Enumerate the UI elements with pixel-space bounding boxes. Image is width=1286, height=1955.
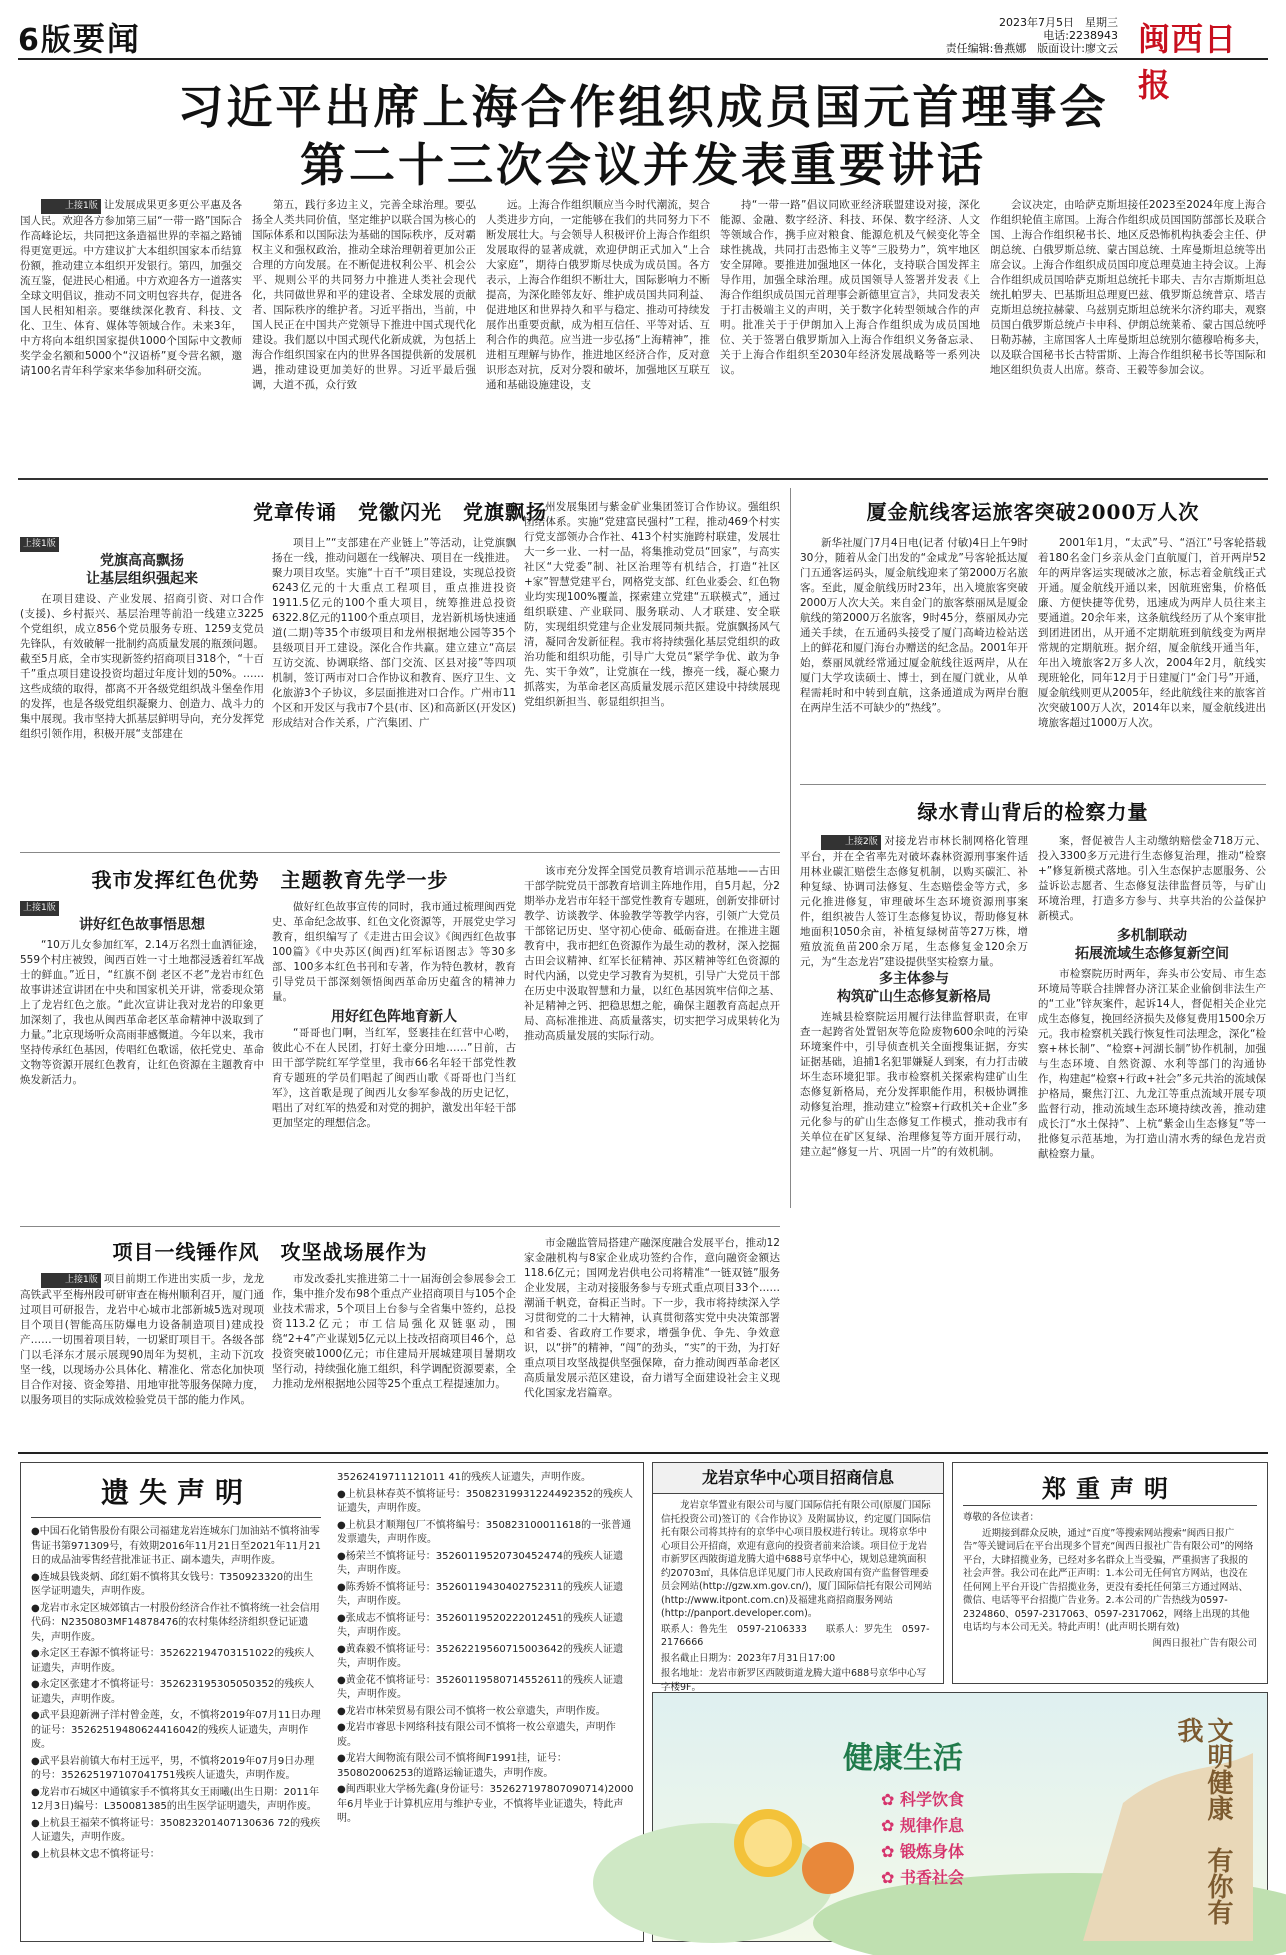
project-col-1: 上接1版 项目前期工作进出实质一步，龙龙高铁武平至梅州段可研审查在梅州顺利召开，厦门通过项目可研报告，龙岩中心城市北部新城5选对现项目个项目(智能高压防爆电力设备制造项目)建成投产……一切围着项目转，一切紧盯项目干。各级各部门以毛泽东才展示展现90周年为契机，主动下沉攻坚一线，以现场办公具体化、精准化、常态化加快项目合作对接、资金筹措、用地审批等服务保障力度，以服务项目的实际成效检验党员干部的能力作风。 bbox=[20, 1273, 264, 1406]
masthead-meta bbox=[858, 16, 1118, 55]
lost-notice-item: ●上杭县才顺翔包厂不慎将编号：350823100011618的一张普通发票遗失，声明作废。 bbox=[337, 1519, 632, 1545]
xiamen-divider bbox=[800, 784, 1266, 785]
red-story-title: 我市发挥红色优势 主题教育先学一步 bbox=[91, 868, 449, 892]
invest-deadline: 报名截止日期为：2023年7月31日17:00 bbox=[661, 1652, 836, 1664]
lost-notice-item: ●龙岩大闽物流有限公司不慎将闽F1991挂，证号：350802006253的道路运输证遗失，声明作废。 bbox=[337, 1753, 567, 1779]
poster-item: ✿ 书香社会 bbox=[881, 1868, 964, 1887]
lost-notice-item: ●龙岩市永定区城郊镇古一村股份经济合作社不慎将统一社会信用代码：N2350803MF14878476的农村集体经济组织登记证遗失，声明作废。 bbox=[31, 1602, 320, 1643]
col-divider-right bbox=[790, 488, 791, 1208]
invest-address: 报名地址：龙岩市新罗区西陂街道龙腾大道中688号京华中心写字楼9F。 bbox=[661, 1668, 927, 1693]
green-subtitle-4: 拓展流域生态修复新空间 bbox=[1075, 946, 1229, 962]
main-headline bbox=[30, 78, 1256, 194]
invest-ad-title: 龙岩京华中心项目招商信息 bbox=[701, 1468, 894, 1487]
project-tag: 上接1版 bbox=[41, 1273, 101, 1288]
lost-notice-item: ●武平县岩前镇大布村王远平，男，不慎将2019年07月9日办理的号：352625197107041751残疾人证遗失，声明作废。 bbox=[31, 1755, 315, 1781]
lost-notice-box bbox=[20, 1462, 644, 1942]
green-subtitle-3: 多机制联动 bbox=[1117, 928, 1187, 944]
solemn-notice-title: 郑重声明 bbox=[1042, 1474, 1178, 1503]
lost-notice-col-right bbox=[337, 1471, 635, 1935]
headline-line-2: 第二十三次会议并发表重要讲话 bbox=[300, 138, 986, 192]
lead-col-5: 会议决定，由哈萨克斯坦接任2023至2024年度上海合作组织轮值主席国。上海合作组织成员国国防部部长及联合国、上海合作组织秘书长、地区反恐怖机构执委会主任、伊朗总统、白俄罗斯总统、蒙古国总统、土库曼斯坦总统等出席会议。上海合作组织成员国印度总理莫迪主持会议。上海合作组织成员国哈萨克斯坦总统托卡耶夫、吉尔吉斯斯坦总统扎帕罗夫、巴基斯坦总理夏巴兹、俄罗斯总统普京、塔吉克斯坦总统拉赫蒙、乌兹别克斯坦总统米尔济约耶夫，观察员国白俄罗斯总统卢卡申科、伊朗总统莱希、蒙古国总统呼日勒苏赫，主席国客人土库曼斯坦总统别尔德穆哈梅多夫，以及联合国秘书长古特雷斯、上海合作组织秘书长等国际和地区组织负责人出席。蔡奇、王毅等参加会议。 bbox=[990, 199, 1266, 376]
ads-rule bbox=[18, 1452, 1268, 1454]
solemn-title-rule bbox=[963, 1505, 1257, 1506]
lost-notice-item: ●永定区张建才不慎将证号：352623195305050352的残疾人证遗失，声明作废。 bbox=[31, 1679, 315, 1705]
lost-notice-item: ●陈秀娇不慎将证号：35260119430402752311的残疾人证遗失，声明作废。 bbox=[337, 1581, 623, 1607]
party-subtitle-1: 党旗高高飘扬 bbox=[100, 553, 184, 569]
lost-notice-item: ●龙岩市石城区中通镇家手不慎将其女王雨曦(出生日期：2011年12月3日)编号：L350081385的出生医学证明遗失，声明作废。 bbox=[31, 1786, 320, 1812]
lost-notice-item: ●龙岩市睿思卡网络科技有限公司不慎将一枚公章遗失，声明作废。 bbox=[337, 1722, 616, 1748]
lead-col-4: 持“一带一路”倡议同欧亚经济联盟建设对接，深化能源、金融、数字经济、科技、环保、数字经济、人文等领域合作，携手应对粮食、能源危机及气候变化等全球性挑战，共同打击恐怖主义等“三股势力”，筑牢地区安全屏障。要推进加强地区一体化，支持联合国发挥主导作用，加强全球治理。成员国领导人签署并发表《上海合作组织成员国元首理事会新德里宣言》，共同发表关于打击极端主义的声明，关于数字化转型领域合作的声明。批准关于于伊朗加入上海合作组织成为成员国地位、关于签署白俄罗斯加入上海合作组织义务备忘录、关于上海合作组织至2030年经济发展战略等一系列决议。 bbox=[720, 199, 980, 376]
green-subtitle-1: 多主体参与 bbox=[879, 971, 949, 987]
red-tag: 上接1版 bbox=[20, 901, 59, 916]
headline-line-1: 习近平出席上海合作组织成员国元首理事会 bbox=[177, 80, 1109, 134]
lead-col-3: 远。上海合作组织顺应当今时代潮流，契合人类进步方向，一定能够在我们的共同努力下不断发展壮大。与会领导人积极评价上海合作组织发展取得的显著成就，欢迎伊朗正式加入“上合大家庭”，期待白俄罗斯尽快成为成员国。各方表示，上海合作组织不断壮大，国际影响力不断提高，为深化睦邻友好、维护成员国共同利益、促进地区和世界持久和平与稳定、推动可持续发展作出重要贡献，成为相互信任、平等对话、互利合作的典范。应当进一步弘扬“上海精神”，推进相互理解与协作，推进地区经济合作，反对意识形态对抗，反对分裂和破坏，加强地区互联互通和基础设施建设，支 bbox=[486, 199, 710, 391]
editor-line: 责任编辑:鲁燕娜 版面设计:廖文云 bbox=[945, 42, 1118, 55]
party-story-title: 党章传诵 党徽闪光 党旗飘扬 bbox=[253, 500, 547, 524]
poster-side-text: 文明健康 有你有我 bbox=[1173, 1717, 1233, 1925]
lost-notice-col-left bbox=[31, 1525, 323, 1935]
solemn-greeting: 尊敬的各位读者： bbox=[963, 1512, 1040, 1523]
invest-contact: 联系人：鲁先生 0597-2106333 联系人：罗先生 0597-2176666 bbox=[661, 1623, 930, 1648]
lost-notice-title: 遗失声明 bbox=[100, 1476, 253, 1509]
red-subtitle-1: 讲好红色故事悟思想 bbox=[79, 917, 205, 933]
solemn-notice-box bbox=[952, 1462, 1268, 1684]
green-subtitle-2: 构筑矿山生态修复新格局 bbox=[837, 989, 991, 1005]
red-col-3: 该市充分发挥全国党员教育培训示范基地——古田干部学院党员干部教育培训主阵地作用，自5月起，分2期举办龙岩市年轻干部党性教育专题班，创新安排研讨教学、访谈教学、体验教学等教学内容，引领广大党员干部铭记历史、坚守初心使命、砥砺奋进。在推进主题教育中，我市把红色资源作为最生动的教材，深入挖掘古田会议精神、红军长征精神、苏区精神等红色资源的时代内涵，以党史学习教育为契机，引导广大党员干部在历史中汲取智慧和力量，以红色基因筑牢信仰之基、补足精神之钙、把稳思想之舵，确保主题教育高起点开局、高标准推进、高质量落实，切实把学习成果转化为推动高质量发展的实际行动。 bbox=[524, 865, 780, 1042]
red-col-2: 做好红色故事宣传的同时，我市通过梳理闽西党史、革命纪念故事、红色文化资源等，开展党史学习教育，组织编写了《走进古田会议》《闽西红色故事100篇》《中央苏区(闽西)红军标语图志》等30多部、100多本红色书刊和专著，作为特色教材，教育引导党员干部深刻领悟闽西革命历史蕴含的精神力量。 用好红色阵地育新人 “哥哥也门啊，当红军，竖裹挂在红营中心哟，彼此心不在人民团，打好土豪分田地……”日前，古田干部学院红军学堂里，我市66名年轻干部党性教育专题班的学员们唱起了闽西山歌《哥哥也门当红军》，这首歌是现了闽西儿女参军参战的历史记忆，唱出了对红军的热爱和对党的拥护，激发出年轻干部更加坚定的理想信念。 bbox=[272, 901, 516, 1129]
green-col-3: 案，督促被告人主动缴纳赔偿金718万元、投入3300多万元进行生态修复治理，推动“检察+”修复新模式落地。引入生态保护志愿服务、公益诉讼志愿者、生态修复法律监督员等，与矿山环境治理，打造多方参与、共享共治的公益保护新模式。 多机制联动 拓展流域生态修复新空间 市检察院历时两年，奔头市公安局、市生态环境局等联合挂牌督办济江某企业偷倒非法生产的“工业”锌灰案件，起诉14人，督促相关企业完成生态修复，挽回经济损失及修复费用1500余万元。我市检察机关践行恢复性司法理念，深化“检察+林长制”、“检察+河湖长制”协作机制，加强与生态环境、自然资源、水利等部门的沟通协作，构建起“检察+行政+社会”多元共治的流域保护格局，聚焦汀江、九龙江等重点流域开展专项监督行动，推动流域生态环境持续改善，推动建成长汀“水土保持”、上杭“紫金山生态修复”等一批修复示范基地，为打造山清水秀的绿色龙岩贡献检察力量。 bbox=[1038, 835, 1266, 1160]
lost-notice-item: ●中国石化销售股份有限公司福建龙岩连城东门加油站不慎将油零售证书第971309号，有效期2016年11月21日至2021年11月21日的成品油零售经营批准证书正、副本遗失，声明作废。 bbox=[31, 1526, 321, 1566]
party-tag: 上接1版 bbox=[20, 537, 59, 552]
date-line: 2023年7月5日 星期三 bbox=[999, 16, 1118, 29]
project-story-title: 项目一线锤作风 攻坚战场展作为 bbox=[112, 1240, 428, 1264]
invest-ad-box bbox=[652, 1462, 944, 1693]
lost-notice-item: ●黄森毅不慎将证号：35262219560715003642的残疾人证遗失，声明作废。 bbox=[337, 1643, 623, 1669]
lost-notice-item: ●上杭县林文忠不慎将证号： bbox=[31, 1848, 160, 1860]
red-subtitle-2: 用好红色阵地育新人 bbox=[331, 1009, 457, 1025]
paper-logo: 闽西日报 bbox=[1138, 20, 1238, 104]
lost-notice-item: ●黄金花不慎将证号：35260119580714552611的残疾人证遗失，声明作废。 bbox=[337, 1674, 623, 1700]
poster-item: ✿ 科学饮食 bbox=[881, 1790, 964, 1809]
poster-orange-inner bbox=[744, 1819, 792, 1867]
masthead bbox=[18, 14, 1268, 104]
xiamen-story-title: 厦金航线客运旅客突破2000万人次 bbox=[866, 500, 1200, 524]
poster-caption: 健康生活 bbox=[843, 1741, 963, 1776]
party-col-1: 上接1版 党旗高高飘扬 让基层组织强起来 在项目建设、产业发展、招商引资、对口合作(支援)、乡村振兴、基层治理等前沿一线建立3225个党组织，成立856个党员服务专班、1259支党员先锋队，有效破解一批制约高质量发展的瓶颈问题。截至5月底，全市实现新签约招商项目318个，“十百千”重点项目建设投资均超过年度计划的50%。……这些成绩的取得，都离不开各级党组织战斗堡垒作用的发挥，也是各级党组织凝聚力、创造力、战斗力的集中展现。我市坚持大抓基层鲜明导向，充分发挥党组织引领作用，积极开展“支部建在 bbox=[20, 539, 264, 740]
lost-notice-item: ●杨荣兰不慎将证号：35260119520730452474的残疾人证遗失，声明作废。 bbox=[337, 1550, 623, 1576]
lost-notice-item: ●连城县钱炎炳、邱红娟不慎将其女钱号：T350923320的出生医学证明遗失，声明作废。 bbox=[31, 1571, 314, 1597]
lost-notice-item: ●上杭县林春英不慎将证号：35082319931224492352的残疾人证遗失，声明作废。 bbox=[337, 1488, 633, 1514]
lost-title-rule bbox=[31, 1517, 321, 1518]
lead-col-2: 第五，践行多边主义，完善全球治理。要弘扬全人类共同价值，坚定维护以联合国为核心的国际体系和以国际法为基础的国际秩序，反对霸权主义和强权政治，推动全球治理朝着更加公正合理的方向发展。在不断促进权利公平、机会公平、规则公平的共同努力中推进人类社会现代化，共同做世界和平的建设者、全球发展的贡献者、国际秩序的维护者。习近平指出，当前，中国人民正在中国共产党领导下推进中国式现代化建设。我们愿以中国式现代化新成就，为包括上海合作组织国家在内的世界各国提供新的发展机遇，推动建设更加美好的世界。习近平最后强调，大道不孤，众行致 bbox=[252, 199, 476, 391]
green-story-title: 绿水青山背后的检察力量 bbox=[917, 800, 1149, 824]
masthead-rule bbox=[18, 58, 1268, 60]
lost-notice-item: ●武平县迎新洲子洋村曾金莲，女，不慎将2019年07月11日办理的证号：35262519480624416042的残疾人证遗失，声明作废。 bbox=[31, 1710, 321, 1750]
poster-items bbox=[881, 1787, 964, 1891]
party-divider bbox=[20, 852, 780, 853]
lost-notice-item: ●龙岩市林荣贸易有限公司不慎将一枚公章遗失，声明作废。 bbox=[337, 1705, 606, 1717]
page-number: 6版要闻 bbox=[18, 20, 141, 58]
party-col-2: 项目上”“支部建在产业链上”等活动，让党旗飘扬在一线，推动问题在一线解决、项目在一线推进。聚力项目攻坚。实施“十百千”项目建设，实现总投资6243亿元的十大重点工程项目，重点推进投资1911.5亿元的100个重大项目，统筹推进总投资6322.8亿元的1100个重点项目，龙岩新机场快速通道(二期)等35个市级项目和龙州根据地公园等35个县级项目开工建设。深化合作共赢。建立建立“高层互访交流、协调联络、部门交流、区县对接”等四项机制，签订两市对口合作协议和教育、医疗卫生、文化旅游3个子协议，多层面推进对口合作。广州市11个区和开发区与我市7个县(市、区)和高新区(开发区)形成结对合作关系，广汽集团、广 bbox=[272, 537, 516, 729]
lost-notice-item: 35262419711121011 41的残疾人证遗失，声明作废。 bbox=[337, 1472, 592, 1483]
lost-notice-item: ●永定区王春源不慎将证号：352622194703151022的残疾人证遗失，声明作废。 bbox=[31, 1648, 315, 1674]
phone-line: 电话:2238943 bbox=[1043, 29, 1118, 42]
red-col-1: 上接1版 讲好红色故事悟思想 “10万儿女参加红军，2.14万名烈士血洒征途，559个村庄被毁，闽西百姓一寸土地都浸透着红军战士的鲜血。”近日，“红旗不倒 老区不老”龙岩市红色故事讲述宣讲团在中央和国家机关开讲，常委现众第上了龙岩红色之旅。“此次宣讲让我对龙岩的印象更加深刻了，我也从闽西革命老区革命精神中汲取到了力量。”北京现场听众高雨菲感慨道。今年以来，我市坚持传承红色基因，传唱红色歌谣，依托党史、革命文物等资源开展红色教育，让红色资源在主题教育中焕发新活力。 bbox=[20, 903, 264, 1086]
lost-notice-item: ●张成志不慎将证号：35260119520222012451的残疾人证遗失，声明作废。 bbox=[337, 1612, 623, 1638]
poster-item: ✿ 锻炼身体 bbox=[881, 1842, 964, 1861]
poster-item: ✿ 规律作息 bbox=[881, 1816, 964, 1835]
lost-notice-item: ●闽西职业大学杨先鑫(身份证号：352627197807090714)2000年6月毕业于计算机应用与维护专业，不慎将毕业证遗失，特此声明。 bbox=[337, 1784, 634, 1824]
project-col-3: 市金融监管局搭建产融深度融合发展平台，推动12家金融机构与8家企业成功签约合作，意向融资金额达118.6亿元；国网龙岩供电公司将精准“一链双链”服务企业发展，主动对接服务参与专班式重点项目33个……潮涌千帆竞，奋楫正当时。下一步，我市将持续深入学习贯彻党的二十大精神，认真贯彻落实党中央决策部署和省委、省政府工作要求，增强争优、争先、争效意识，以“拼”的精神，“闯”的劲头，“实”的干劲，为打好重点项目攻坚战提供坚强保障，奋力推动闽西革命老区高质量发展示范区建设，奋力谱写全面建设社会主义现代化国家龙岩篇章。 bbox=[524, 1237, 780, 1399]
solemn-notice-body: 尊敬的各位读者： 近期接到群众反映，通过“百度”等搜索网站搜索“闽西日报广告”等关键词后在平台出现多个冒充“闽西日报社广告有限公司”的网络平台，大肆招揽业务，已经对多名群众上当受骗，严重损害了我报的社会声誉。我公司在此严正声明：1.本公司无任何官方网站，也没在任何网上平台开设广告招揽业务，更没有委托任何第三方通过网站、微信、电话等平台招揽广告业务。2.本公司的广告热线为0597-2324860、0597-2317063、0597-2317062，网络上出现的其他电话均与本公司无关。特此声明！(此声明长期有效) 闽西日报社广告有限公司 bbox=[963, 1512, 1257, 1649]
lead-tag: 上接1版 bbox=[41, 199, 101, 214]
xiamen-col-2: 2001年1月，“太武”号、“浯江”号客轮搭载着180名金门乡亲从金门直航厦门，首开两岸52年的两岸客运实现破冰之旅，标志着金航线正式开通。厦金航线开通以来，因航班密集，价格低廉、方便快捷等优势，迅速成为两岸人员往来主要通道。20余年来，这条航线经历了从个案审批到团进团出，从开通不定期航班到航线变为两岸常规的定期航班。据介绍，厦金航线开通当年，年出入境旅客2万多人次，2004年2月，航线实现班轮化，同年12月于日建厦门“金门号”开通，厦金航线则更从2005年，经此航线往来的旅客首次突破100万人次，2014年以来，厦金航线进出境旅客超过1000万人次。 bbox=[1038, 537, 1266, 729]
poster-fruit-icon bbox=[802, 1842, 854, 1894]
party-col-3: 州发展集团与紫金矿业集团签订合作协议。强组织团结体系。实施“党建富民强村”工程，推动469个村实行党支部领办合作社、413个村实施跨村联建，发展壮大一乡一业、一村一品，将集推动党员“回家”，与高实社区“大党委”制、社区治理等有机结合，打造“社区+家”智慧党建平台，网格党支部、红色业委会、红色物业均实现100%覆盖，探索建立党建“五联模式”，通过组织联建、产业联同、服务联动、人才联建、安全联防，实现组织党建与企业发展同频共振。党旗飘扬风气清，凝同舍发新征程。我市将持续强化基层党组织的政治功能和组织功能，引导广大党员“紧学争优、敢为争先、实干争效”，让党旗在一线，擦亮一线，凝心聚力抓落实，为革命老区高质量发展示范区建设中持续展现党组织新担当、彰显组织担当。 bbox=[524, 501, 780, 708]
green-col-1: 上接2版 对接龙岩市林长制网格化管理平台，并在全省率先对破坏森林资源刑事案件适用林业碳汇赔偿生态修复机制，以购买碳汇、补种复绿、协调司法修复、生态赔偿金等方式，多元化推进修复，审理破坏生态环境资源刑事案件，组织被告人签订生态修复协议，帮助修复林地面积1050余亩，补植复绿树苗等27万株，增殖放流鱼苗200余万尾，生态修复金120余万元，为“生态龙岩”建设提供坚实检察力量。 bbox=[800, 835, 1028, 968]
lead-divider bbox=[18, 478, 1268, 480]
civil-poster bbox=[652, 1692, 1268, 1942]
solemn-signature: 闽西日报社广告有限公司 bbox=[1152, 1637, 1257, 1649]
project-col-2: 市发改委扎实推进第二十一届海创会参展参会工作，集中推介发布98个重点产业招商项目与105个企业技术需求，5个项目上台参与全省集中签约，总投资113.2亿元；市工信局强化双链驱动，围绕“2+4”产业谋划5亿元以上技改招商项目46个，总投资突破1000亿元；市住建局开展城建项目暑期攻坚行动，持续强化施工组织，科学调配资源要素，全力推动龙州根据地公园等25个重点工程提速加力。 bbox=[272, 1273, 516, 1390]
invest-ad-body: 龙岩京华置业有限公司与厦门国际信托有限公司(原厦门国际信托投资公司)签订的《合作协议》及附属协议，约定厦门国际信托有限公司将其持有的京华中心项目股权进行转让。现将京华中心项目公开招商，欢迎有意向的投资者前来洽谈。项目位于龙岩市新罗区西陂街道龙腾大道中688号京华中心，规划总建筑面积约20703㎡，具体信息详见厦门市人民政府国有资产监督管理委员会网站(http://gzw.xm.gov.cn/)，厦门国际信托有限公司网站(http://www.itpont.com.cn)及福建兆商招商服务网站(http://panport.developer.com)。 联系人：鲁先生 0597-2106333 联系人：罗先生 0597-2176666 报名截止日期为：2023年7月31日17:00 报名地址：龙岩市新罗区西陂街道龙腾大道中688号京华中心写字楼9F。 bbox=[661, 1499, 935, 1679]
party-subtitle-2: 让基层组织强起来 bbox=[86, 571, 198, 587]
section-name: 要闻 bbox=[72, 20, 141, 58]
green-tag: 上接2版 bbox=[821, 835, 881, 850]
green-col-2: 多主体参与 构筑矿山生态修复新格局 连城县检察院运用履行法律监督职责，在审查一起跨省处置铝灰等危险废物600余吨的污染环境案件中，引导侦查机关全面搜集证据，夯实证据基础，追捕1名犯罪嫌疑人到案，有力打击破坏生态环境犯罪。我市检察机关探索构建矿山生态修复新格局，充分发挥职能作用，积极协调推动修复治理，推动建立“检察+行政机关+企业”多元化参与的矿山生态修复工作模式，推动我市有关单位在矿区复绿、治理修复等方面开展行动，建立起“修复一片、巩固一片”的有效机制。 bbox=[800, 971, 1028, 1158]
xiamen-col-1: 新华社厦门7月4日电(记者 付敏)4日上午9时30分，随着从金门出发的“金咸龙”号客轮抵达厦门五通客运码头，厦金航线迎来了第2000万名旅客。至此，厦金航线历时23年，出入境旅客突破2000万人次大关。来自金门的旅客蔡丽凤是厦金航线的第2000万名旅客，9时45分，蔡丽凤办完通关手续，在五通码头接受了厦门高崎边检站送上的鲜花和厦门海台办赠送的纪念品。2001年开始，蔡丽凤就经常通过厦金航线往返两岸，从在厦门大学攻读硕士、博士，到在厦门就业，从单程需耗时和中转到直航，这条通道成为两岸台胞在两岸生活不可缺少的“热线”。 bbox=[800, 537, 1028, 714]
lost-notice-item: ●上杭县王福荣不慎将证号：350823201407130636 72的残疾人证遗失，声明作废。 bbox=[31, 1817, 321, 1843]
lead-col-1: 上接1版 让发展成果更多更公平惠及各国人民。欢迎各方参加第三届“一带一路”国际合作高峰论坛，共同把这条造福世界的幸福之路铺得更宽更远。中方建议扩大本组织国家本币结算份额，推动建立本组织开发银行。第四，加强交流互鉴，促进民心相通。中方欢迎各方一道落实全球文明倡议，推动不同文明包容共存，促进各国人民相知相亲。要继续深化教育、科技、文化、卫生、体育、媒体等领域合作。未来3年，中方将向本组织国家提供1000个国际中文教师奖学金名额和5000个“汉语桥”夏令营名额，邀请100名青年科学家来华参加科研交流。 bbox=[20, 199, 242, 377]
red-divider bbox=[20, 1226, 780, 1227]
